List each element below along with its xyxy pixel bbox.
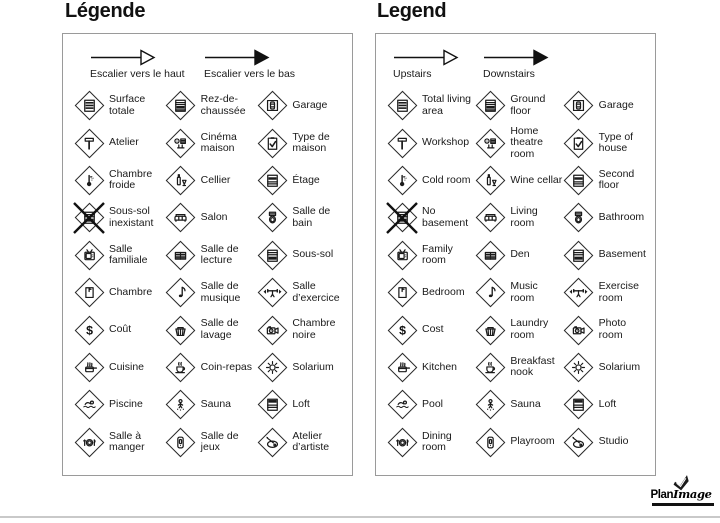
- legend-item-label: Sauna: [510, 398, 541, 411]
- legend-item: [256, 87, 348, 124]
- legend-item-label: Chambre: [109, 285, 153, 298]
- camera-icon: [256, 314, 288, 346]
- legend-item: [73, 162, 165, 199]
- legend-item: [256, 199, 348, 236]
- thermometer-icon: [386, 164, 418, 196]
- camera-icon: [563, 314, 595, 346]
- legend-item: [256, 237, 348, 274]
- legend-item: [165, 237, 257, 274]
- legend-item-label: Piscine: [109, 398, 143, 411]
- legend-item: [73, 87, 165, 124]
- upstairs-arrow: [90, 49, 204, 66]
- legend-item-label: Salle d’exercice: [292, 280, 340, 304]
- legend-item-label: Home theatre room: [510, 124, 544, 160]
- legend-item-label: Kitchen: [422, 360, 458, 373]
- legend-item-label: Salle de bain: [292, 205, 331, 229]
- bars-basement-icon: [563, 239, 595, 271]
- sofa-icon: [165, 202, 197, 234]
- legend-item: [474, 424, 562, 461]
- theatre-icon: [165, 127, 197, 159]
- legend-item-label: Atelier: [109, 136, 139, 149]
- legend-item: [386, 162, 474, 199]
- legend-item: [256, 349, 348, 386]
- legend-item-label: Laundry room: [510, 317, 549, 342]
- legend-item-label: Salle à manger: [109, 429, 145, 454]
- legend-item-label: Solarium: [292, 360, 334, 373]
- legend-item: [563, 424, 651, 461]
- legend-item-label: Bathroom: [598, 211, 645, 224]
- legend-item: [474, 199, 562, 236]
- legend-item: [386, 274, 474, 311]
- arrow-label: Upstairs: [393, 68, 432, 80]
- legend-item-label: Coin-repas: [200, 360, 253, 373]
- tv-icon: [386, 239, 418, 271]
- bed-icon: [386, 277, 418, 309]
- thermometer-icon: [73, 164, 105, 196]
- legend-item: [474, 124, 562, 161]
- legend-item-label: Chambre froide: [109, 167, 153, 192]
- bars-loft-icon: [256, 389, 288, 421]
- legend-item: [73, 124, 165, 161]
- legend-item-label: Family room: [422, 242, 453, 267]
- pot-icon: [386, 351, 418, 383]
- legend-item-label: Garage: [598, 98, 634, 111]
- arrow-label: Escalier vers le bas: [204, 68, 296, 80]
- legend-item: [474, 349, 562, 386]
- legend-item: [386, 199, 474, 236]
- legend-item-label: Basement: [598, 248, 646, 261]
- sofa-icon: [474, 202, 506, 234]
- legend-item: [563, 162, 651, 199]
- legend-item-label: Loft: [292, 398, 310, 411]
- legend-item-label: Music room: [510, 280, 538, 304]
- legend-item: [73, 311, 165, 348]
- palette-icon: [256, 426, 288, 458]
- legend-item: [165, 87, 257, 124]
- legend-item: [563, 237, 651, 274]
- cup-icon: [165, 351, 197, 383]
- legend-item-label: Photo room: [598, 317, 627, 342]
- svg-text:$: $: [85, 323, 93, 338]
- svg-text:$: $: [398, 323, 406, 338]
- legend-item-label: Salle de lavage: [200, 317, 239, 342]
- legend-item-label: Wine cellar: [510, 173, 563, 186]
- legend-item: [563, 274, 651, 311]
- legend-item: [256, 274, 348, 311]
- legend-item: [386, 349, 474, 386]
- no-basement-icon: [73, 202, 105, 234]
- bars-loft-icon: [563, 389, 595, 421]
- legend-item-label: Salon: [200, 211, 228, 224]
- upstairs-arrow: [393, 49, 469, 66]
- house-check-icon: [256, 127, 288, 159]
- bed-icon: [73, 277, 105, 309]
- legend-item-label: Cellier: [200, 173, 231, 186]
- legend-item: [73, 386, 165, 423]
- legend-item-label: Cost: [422, 323, 444, 336]
- legend-item: [165, 162, 257, 199]
- legend-item-label: Sous-sol inexistant: [109, 205, 154, 229]
- stair-arrows-english: [376, 34, 655, 80]
- legend-item-label: Exercise room: [598, 280, 639, 304]
- logo-plan-text: Plan: [650, 489, 674, 501]
- bars-all-icon: [386, 90, 418, 122]
- legend-item-label: Coût: [109, 323, 132, 336]
- legend-item-label: Salle de musique: [200, 280, 241, 304]
- legend-item: [386, 87, 474, 124]
- hammer-icon: [386, 127, 418, 159]
- legend-item-label: Breakfast nook: [510, 354, 555, 379]
- legend-item-label: Chambre noire: [292, 317, 336, 342]
- legend-item: [73, 349, 165, 386]
- arrow-label: Escalier vers le haut: [90, 68, 185, 80]
- legend-item-label: Salle de lecture: [200, 242, 239, 267]
- legend-item: [165, 424, 257, 461]
- upstairs-arrow-unit: [90, 49, 204, 80]
- legend-item: [165, 349, 257, 386]
- french-legend-title: Légende: [65, 0, 146, 22]
- tv-icon: [73, 239, 105, 271]
- no-basement-icon: [386, 202, 418, 234]
- legend-item: [256, 162, 348, 199]
- legend-item: [474, 87, 562, 124]
- wine-icon: [165, 164, 197, 196]
- legend-item: [165, 124, 257, 161]
- legend-item: [165, 311, 257, 348]
- legend-item-label: Cuisine: [109, 360, 145, 373]
- legend-grid-english: [386, 87, 651, 461]
- legend-item: [256, 386, 348, 423]
- legend-item-label: Cold room: [422, 173, 471, 186]
- svg-text:2°: 2°: [90, 177, 94, 182]
- legend-item: [474, 162, 562, 199]
- downstairs-arrow: [204, 49, 318, 66]
- laundry-icon: [474, 314, 506, 346]
- dollar-icon: [386, 314, 418, 346]
- legend-item: [256, 424, 348, 461]
- swimmer-icon: [73, 389, 105, 421]
- bottom-separator-line: [0, 516, 720, 518]
- legend-item-label: Dining room: [422, 429, 452, 454]
- legend-item-label: Type of house: [598, 130, 634, 155]
- legend-item-label: No basement: [422, 205, 469, 229]
- wine-icon: [474, 164, 506, 196]
- english-legend-title: Legend: [377, 0, 447, 22]
- legend-item-label: Living room: [510, 205, 538, 229]
- door-icon: [165, 426, 197, 458]
- stair-arrows-french: [63, 34, 352, 80]
- sun-icon: [256, 351, 288, 383]
- legend-item-label: Total living area: [422, 93, 472, 117]
- logo-image-text: Image: [673, 487, 712, 501]
- legend-item: [165, 274, 257, 311]
- legend-item: [73, 274, 165, 311]
- legend-item: [563, 87, 651, 124]
- plate-icon: [73, 426, 105, 458]
- legend-item-label: Playroom: [510, 435, 555, 448]
- legend-item-label: Loft: [598, 398, 617, 411]
- house-check-icon: [563, 127, 595, 159]
- legend-item: [386, 124, 474, 161]
- cup-icon: [474, 351, 506, 383]
- legend-item-label: Salle de jeux: [200, 429, 239, 454]
- legend-item: [474, 311, 562, 348]
- sauna-person-icon: [165, 389, 197, 421]
- legend-item-label: Ground floor: [510, 93, 546, 117]
- legend-item-label: Bedroom: [422, 285, 465, 298]
- legend-item: [73, 237, 165, 274]
- legend-item: [563, 311, 651, 348]
- planimage-logo: [646, 474, 716, 506]
- arrow-label: Downstairs: [483, 68, 535, 80]
- legend-item-label: Sauna: [200, 398, 232, 411]
- legend-item-label: Type de maison: [292, 130, 330, 155]
- legend-item: [73, 199, 165, 236]
- legend-item: [165, 199, 257, 236]
- pot-icon: [73, 351, 105, 383]
- legend-item: [386, 386, 474, 423]
- garage-car-icon: [563, 90, 595, 122]
- svg-text:2°: 2°: [403, 177, 407, 182]
- bars-ground-icon: [165, 90, 197, 122]
- legend-item: [563, 349, 651, 386]
- legend-item-label: Sous-sol: [292, 248, 334, 261]
- downstairs-arrow-unit: [204, 49, 318, 80]
- exercise-icon: [563, 277, 595, 309]
- book-icon: [165, 239, 197, 271]
- sun-icon: [563, 351, 595, 383]
- door-icon: [474, 426, 506, 458]
- legend-item-label: Étage: [292, 173, 320, 186]
- legend-item: [474, 274, 562, 311]
- legend-item: [256, 124, 348, 161]
- legend-item-label: Workshop: [422, 136, 470, 149]
- french-legend-panel: [62, 33, 353, 476]
- english-legend-panel: [375, 33, 656, 476]
- swimmer-icon: [386, 389, 418, 421]
- dollar-icon: [73, 314, 105, 346]
- bars-ground-icon: [474, 90, 506, 122]
- bars-second-icon: [256, 164, 288, 196]
- exercise-icon: [256, 277, 288, 309]
- legend-item: [165, 386, 257, 423]
- legend-item-label: Second floor: [598, 167, 635, 192]
- legend-item-label: Studio: [598, 435, 629, 448]
- legend-item-label: Rez-de-chaussée: [200, 93, 246, 117]
- toilet-icon: [256, 202, 288, 234]
- upstairs-arrow-unit: [393, 49, 469, 80]
- legend-item: [563, 199, 651, 236]
- legend-item: [563, 124, 651, 161]
- plate-icon: [386, 426, 418, 458]
- theatre-icon: [474, 127, 506, 159]
- legend-item-label: Solarium: [598, 360, 641, 373]
- legend-item: [386, 424, 474, 461]
- legend-item: [563, 386, 651, 423]
- logo-wordmark: [646, 489, 716, 502]
- hammer-icon: [73, 127, 105, 159]
- palette-icon: [563, 426, 595, 458]
- sauna-person-icon: [474, 389, 506, 421]
- book-icon: [474, 239, 506, 271]
- legend-item: [73, 424, 165, 461]
- legend-item: [386, 311, 474, 348]
- music-note-icon: [474, 277, 506, 309]
- legend-item-label: Garage: [292, 98, 328, 111]
- legend-grid-french: [73, 87, 348, 461]
- logo-tagline-bar: [652, 503, 714, 506]
- legend-item: [256, 311, 348, 348]
- downstairs-arrow: [483, 49, 559, 66]
- toilet-icon: [563, 202, 595, 234]
- legend-item: [386, 237, 474, 274]
- legend-item-label: Salle familiale: [109, 242, 148, 267]
- music-note-icon: [165, 277, 197, 309]
- laundry-icon: [165, 314, 197, 346]
- bars-all-icon: [73, 90, 105, 122]
- garage-car-icon: [256, 90, 288, 122]
- legend-item: [474, 237, 562, 274]
- legend-item: [474, 386, 562, 423]
- legend-item-label: Pool: [422, 398, 444, 411]
- legend-item-label: Den: [510, 248, 530, 261]
- legend-item-label: Surface totale: [109, 93, 146, 117]
- bars-second-icon: [563, 164, 595, 196]
- downstairs-arrow-unit: [483, 49, 559, 80]
- bars-basement-icon: [256, 239, 288, 271]
- legend-item-label: Atelier d’artiste: [292, 429, 330, 454]
- legend-item-label: Cinéma maison: [200, 130, 237, 155]
